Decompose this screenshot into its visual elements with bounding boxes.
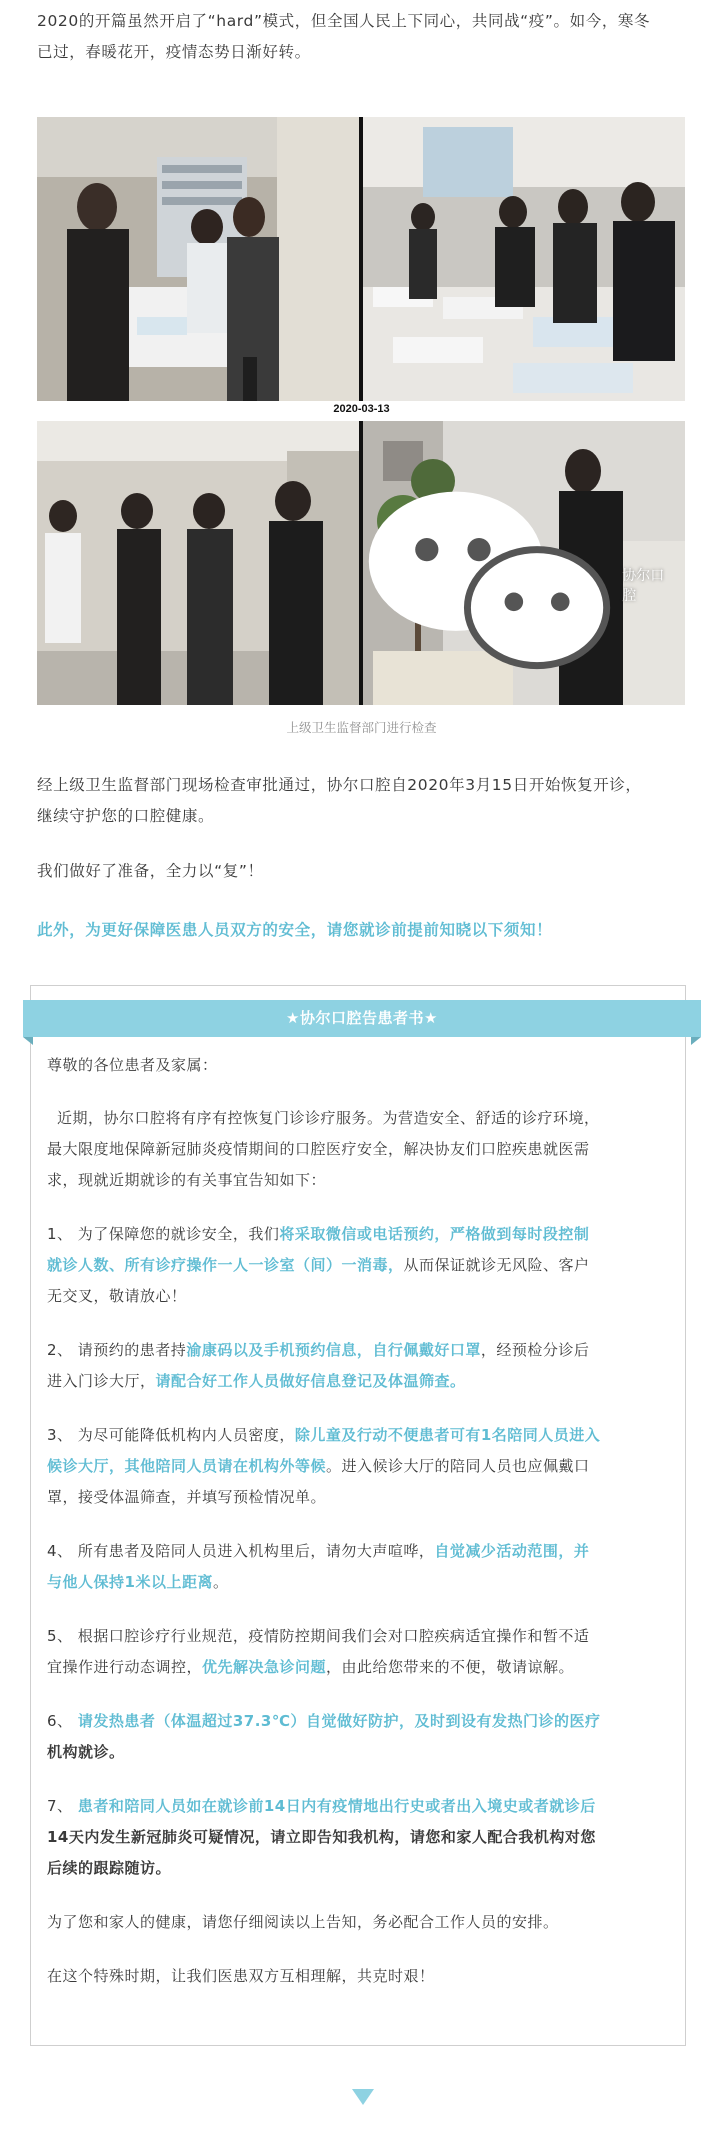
notice-item-7-line-3: 后续的跟踪随访。	[47, 1859, 172, 1877]
item-1-highlight-2: 就诊人数、所有诊疗操作一人一诊室（间）一消毒，	[47, 1256, 404, 1274]
notice-item-6-line-1	[47, 1706, 665, 1737]
item-4-highlight-2: 与他人保持1米以上距离	[47, 1573, 213, 1591]
ribbon-fold-right	[691, 1037, 701, 1045]
notice-closing-2: 在这个特殊时期，让我们医患双方互相理解，共克时艰！	[47, 1967, 435, 1985]
item-4-text: 4、 所有患者及陪同人员进入机构里后，请勿大声喧哗，	[47, 1542, 435, 1560]
notice-intro-line-3: 求，现就近期就诊的有关事宜告知如下：	[47, 1171, 327, 1189]
item-5-text: 宜操作进行动态调控，	[47, 1658, 203, 1676]
item-4-highlight: 自觉减少活动范围，并	[434, 1542, 590, 1560]
watermark	[363, 480, 669, 689]
reopen-line-2: 继续守护您的口腔健康。	[37, 807, 215, 825]
notice-item-1-line-3: 无交叉，敬请放心！	[47, 1287, 187, 1305]
notice-item-4-line-2	[47, 1567, 665, 1598]
item-6-highlight: 请发热患者（体温超过37.3℃）自觉做好防护，及时到设有发热门诊的医疗	[77, 1712, 601, 1730]
down-triangle-icon	[352, 2089, 374, 2105]
watermark-text: 协尔口腔	[622, 567, 665, 604]
item-3-highlight-2: 候诊大厅，其他陪同人员请在机构外等候	[47, 1457, 327, 1475]
notice-item-1-line-1	[47, 1219, 665, 1250]
notice-prompt: 此外，为更好保障医患人员双方的安全，请您就诊前提前知晓以下须知！	[37, 921, 553, 939]
notice-title: ★协尔口腔告患者书★	[286, 1009, 438, 1027]
notice-ribbon	[23, 1000, 701, 1037]
item-7-number: 7、	[47, 1797, 78, 1815]
notice-item-3-line-3: 罩，接受体温筛查，并填写预检情况单。	[47, 1488, 327, 1506]
photo-inspection-signing	[363, 421, 685, 705]
item-5-text-2: ，由此给您带来的不便，敬请谅解。	[326, 1658, 575, 1676]
notice-item-1-line-2	[47, 1250, 665, 1281]
photo-caption: 上级卫生监督部门进行检查	[286, 720, 437, 735]
intro-line-1: 2020的开篇虽然开启了“hard”模式，但全国人民上下同心，共同战“疫”。如今，寒冬	[37, 12, 651, 30]
photo-inspection-lobby	[37, 421, 359, 705]
wechat-icon	[363, 480, 618, 689]
photo-inspection-supplies	[363, 117, 685, 401]
item-1-highlight: 将采取微信或电话预约，严格做到每时段控制	[279, 1225, 590, 1243]
notice-item-7-line-2: 14天内发生新冠肺炎可疑情况，请立即告知我机构，请您和家人配合我机构对您	[47, 1828, 596, 1846]
notice-item-2-line-2	[47, 1366, 665, 1397]
reopen-line-1: 经上级卫生监督部门现场检查审批通过，协尔口腔自2020年3月15日开始恢复开诊，	[37, 776, 642, 794]
notice-greeting: 尊敬的各位患者及家属：	[47, 1056, 218, 1074]
notice-item-5-line-2	[47, 1652, 665, 1683]
item-1-text-2: 从而保证就诊无风险、客户	[403, 1256, 590, 1274]
item-7-highlight: 患者和陪同人员如在就诊前14日内有疫情地出行史或者出入境史或者就诊后	[77, 1797, 596, 1815]
notice-closing-1: 为了您和家人的健康，请您仔细阅读以上告知，务必配合工作人员的安排。	[47, 1913, 559, 1931]
notice-intro-line-1: 近期，协尔口腔将有序有控恢复门诊诊疗服务。为营造安全、舒适的诊疗环境，	[57, 1109, 600, 1127]
ribbon-fold-left	[23, 1037, 33, 1045]
item-6-number: 6、	[47, 1712, 78, 1730]
item-4-text-2: 。	[212, 1573, 229, 1591]
ready-line: 我们做好了准备，全力以“复”！	[37, 862, 264, 880]
item-3-highlight: 除儿童及行动不便患者可有1名陪同人员进入	[294, 1426, 601, 1444]
notice-intro-line-2: 最大限度地保障新冠肺炎疫情期间的口腔医疗安全，解决协友们口腔疾患就医需	[47, 1140, 590, 1158]
item-2-text-2: ，经预检分诊后	[480, 1341, 590, 1359]
photo-inspection-reception	[37, 117, 359, 401]
item-2-highlight: 渝康码以及手机预约信息，自行佩戴好口罩	[186, 1341, 481, 1359]
intro-line-2: 已过，春暖花开，疫情态势日渐好转。	[37, 43, 311, 61]
notice-item-6-line-2: 机构就诊。	[47, 1743, 125, 1761]
item-5-highlight: 优先解决急诊问题	[202, 1658, 327, 1676]
item-1-text: 1、 为了保障您的就诊安全，我们	[47, 1225, 280, 1243]
item-2-highlight-2: 请配合好工作人员做好信息登记及体温筛查。	[155, 1372, 466, 1390]
photo-date-label: 2020-03-13	[333, 403, 390, 415]
item-3-text-2: 。进入候诊大厅的陪同人员也应佩戴口	[326, 1457, 590, 1475]
notice-item-2-line-1	[47, 1335, 665, 1366]
item-2-text: 2、 请预约的患者持	[47, 1341, 187, 1359]
item-2-text-3: 进入门诊大厅，	[47, 1372, 156, 1390]
notice-item-7-line-1	[47, 1791, 665, 1822]
notice-item-5-line-1: 5、 根据口腔诊疗行业规范，疫情防控期间我们会对口腔疾病适宜操作和暂不适	[47, 1627, 590, 1645]
notice-item-3-line-2	[47, 1451, 665, 1482]
notice-item-3-line-1	[47, 1420, 665, 1451]
notice-item-4-line-1	[47, 1536, 665, 1567]
photo-row-bottom	[37, 421, 685, 705]
item-3-text: 3、 为尽可能降低机构内人员密度，	[47, 1426, 295, 1444]
photo-row-top	[37, 117, 685, 401]
